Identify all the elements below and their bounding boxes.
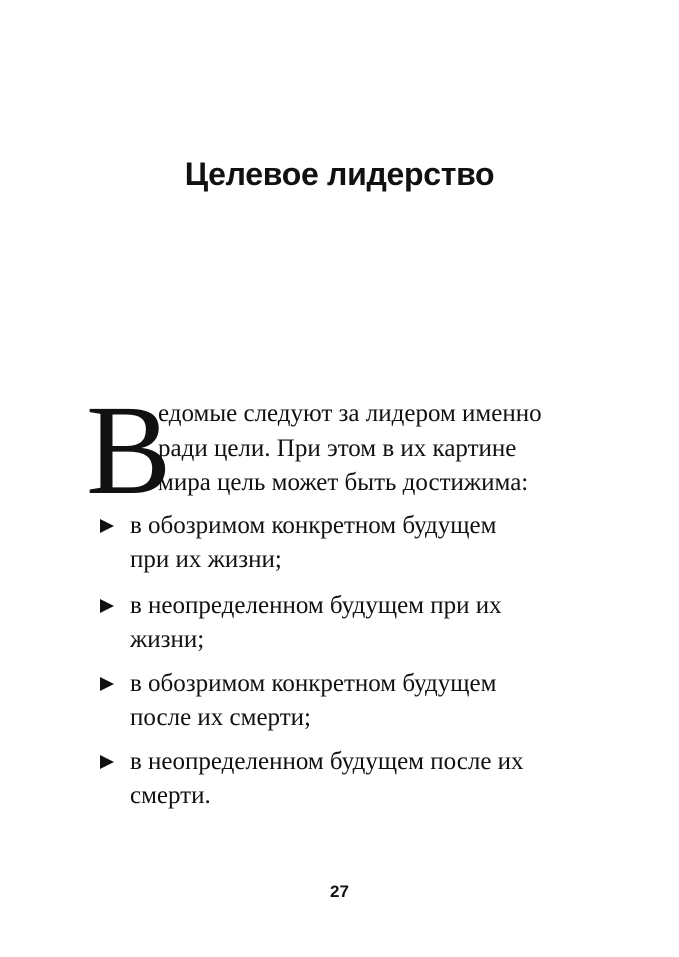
triangle-right-icon <box>100 519 114 533</box>
bullet-1-line-2: при их жизни; <box>130 546 282 573</box>
intro-line-1: едомые следуют за лидером именно <box>158 400 542 427</box>
bullet-3-line-1: в обозримом конкретном будущем <box>130 670 497 697</box>
intro-line-2: ради цели. При этом в их картине <box>158 435 517 462</box>
bullet-2-line-1: в неопределенном будущем при их <box>130 592 502 619</box>
bullet-4-line-2: смерти. <box>130 782 211 809</box>
triangle-right-icon <box>100 755 114 769</box>
bullet-1-line-1: в обозримом конкретном будущем <box>130 512 497 539</box>
bullet-2-line-2: жизни; <box>130 626 205 653</box>
page-number: 27 <box>330 882 349 901</box>
bullet-4-line-1: в неопределенном будущем после их <box>130 748 524 775</box>
chapter-title: Целевое лидерство <box>184 156 495 192</box>
intro-line-3: мира цель может быть достижима: <box>158 469 529 496</box>
triangle-right-icon <box>100 599 114 613</box>
bullet-3-line-2: после их смерти; <box>130 704 311 731</box>
triangle-right-icon <box>100 677 114 691</box>
drop-cap: В <box>86 379 172 521</box>
